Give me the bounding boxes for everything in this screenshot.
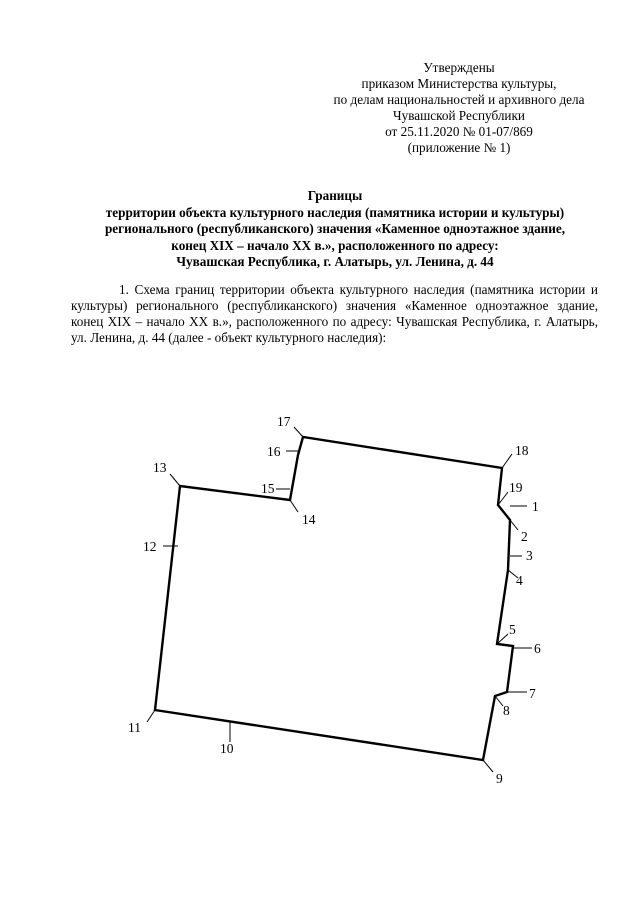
point-label-9: 9 [496, 771, 503, 786]
point-label-8: 8 [503, 703, 510, 718]
point-label-10: 10 [220, 741, 234, 756]
point-label-18: 18 [515, 443, 529, 458]
description-paragraph [71, 282, 598, 346]
point-label-3: 3 [526, 548, 533, 563]
title-line: территории объекта культурного наследия (памятника истории и культуры) [105, 204, 565, 220]
title-line: регионального (республиканского) значения «Каменное одноэтажное здание, [104, 221, 566, 236]
approval-line: (приложение № 1) [407, 140, 511, 155]
paragraph-text: 1. Схема границ территории объекта культурного наследия (памятника истории и культуры) регионального (республиканского) значения «Каменное одноэтажное здание, конец XIX – начало XX в.», расположенного по адресу: Чувашская Республика, г. Алатырь, ул. Ленина, д. 44 (далее - объект культурного наследия): [71, 282, 598, 345]
point-label-5: 5 [509, 622, 516, 637]
point-label-2: 2 [521, 529, 528, 544]
point-label-1: 1 [532, 499, 539, 514]
leader-lines [147, 427, 532, 772]
point-label-4: 4 [516, 573, 523, 588]
approval-line: по делам национальностей и архивного дела [333, 92, 585, 107]
point-label-11: 11 [128, 720, 141, 735]
point-label-19: 19 [509, 480, 523, 495]
point-label-15: 15 [261, 481, 275, 496]
approval-line: Утверждены [423, 60, 495, 75]
point-label-7: 7 [529, 686, 536, 701]
approval-line: от 25.11.2020 № 01-07/869 [385, 124, 533, 139]
point-label-17: 17 [277, 414, 291, 429]
point-label-6: 6 [534, 641, 541, 656]
title-line: конец XIX – начало XX в.», расположенного по адресу: [171, 237, 499, 253]
boundary-scheme [0, 395, 640, 795]
point-label-13: 13 [153, 460, 167, 475]
approval-line: приказом Министерства культуры, [361, 76, 557, 91]
boundary-line [155, 437, 513, 760]
document-title [70, 188, 600, 271]
approval-block [300, 60, 618, 156]
approval-line: Чувашской Республики [393, 108, 525, 123]
point-label-12: 12 [143, 539, 157, 554]
title-line: Границы [307, 188, 363, 203]
point-label-16: 16 [267, 444, 281, 459]
title-line: Чувашская Республика, г. Алатырь, ул. Ленина, д. 44 [176, 254, 494, 269]
point-label-14: 14 [302, 512, 316, 527]
